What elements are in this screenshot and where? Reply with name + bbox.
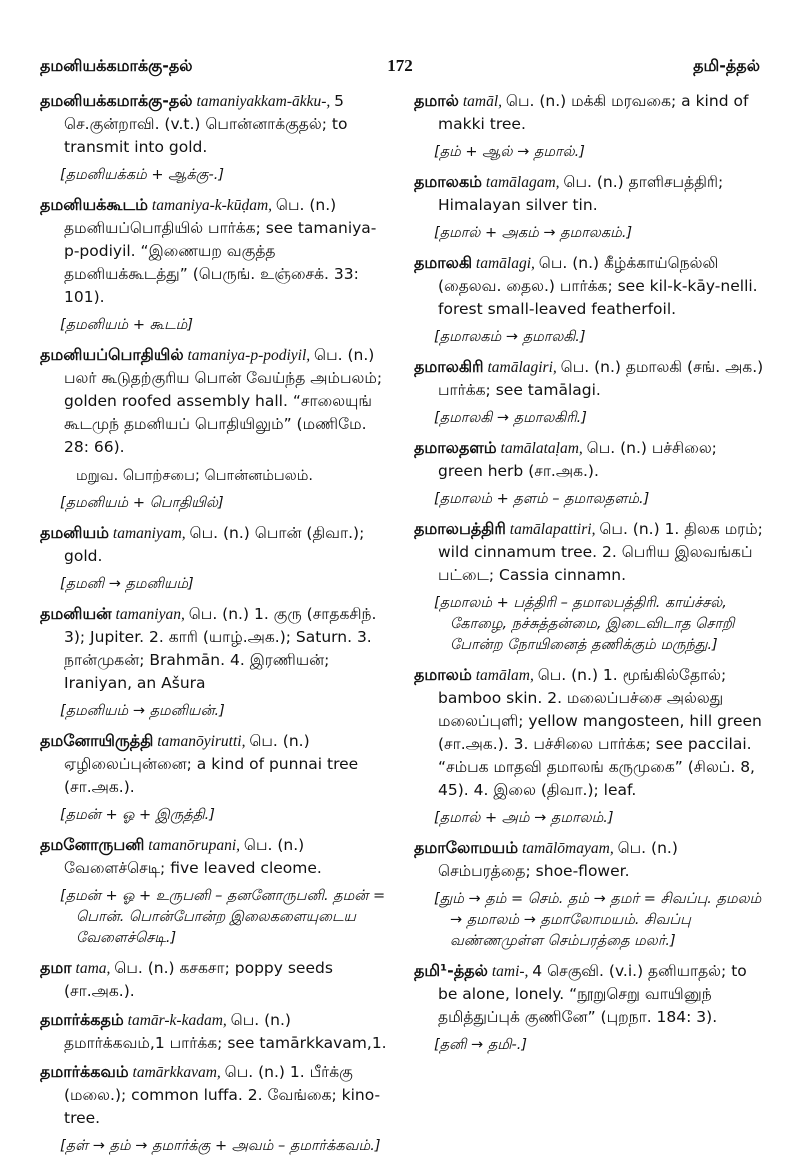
headword: தமி¹-த்தல் [414,961,488,980]
dictionary-entry [40,344,390,459]
headword: தமாலபத்திரி [414,519,506,538]
definition: பெ. (n.) கசகசா; poppy seeds (சா.அக.). [64,959,333,1000]
etymology: [தும் → தம் = செம். தம் → தமர் = சிவப்பு. தமலம் → தமாலம் → தமாலோமயம். சிவப்பு வண்ணமுள்ள செம்பரத்தை மலர்.] [434,891,762,949]
etymology: [தமன் + ஓ + உருபனி – தனனோருபனி. தமன் = பொன். பொன்போன்ற இலைகளையுடைய வேளைச்செடி.] [60,888,386,946]
etymology: [தமனியம் + கூடம்] [60,317,193,333]
definition: பெ. (n.) பலர் கூடுதற்குரிய பொன் வேய்ந்த அம்பலம்; golden roofed assembly hall. “சாலையுங் கூடமுந் தமனியப் பொதியிலும்” (மணிமே. 28: 66). [64,346,383,456]
running-head-right: தமி-த்தல் [693,56,760,75]
headword: தமனியக்கூடம் [40,195,149,214]
headword: தமார்க்கதம் [40,1010,124,1029]
definition: பெ. (n.) 1. திலக மரம்; wild cinnamum tree. 2. பெரிய இலவங்கப் பட்டை; Cassia cinnamn. [438,520,763,584]
definition: பெ. (n.) தமார்க்கவம்,1 பார்க்க; see tamārkkavam,1. [64,1011,387,1052]
etymology: [தமாலம் + பத்திரி – தமாலபத்திரி. காய்ச்சல், கோழை, நச்சுத்தன்மை, இடைவிடாத சொறி போன்ற நோயினைத் தணிக்கும் மருந்து.] [434,595,735,653]
definition: பெ. (n.) செம்பரத்தை; shoe-flower. [438,839,678,880]
headword: தமாலதளம் [414,438,497,457]
definition: பெ. (n.) தாளிசபத்திரி; Himalayan silver tin. [438,173,724,214]
dictionary-entry [40,603,390,695]
etymology: [தமாலகம் → தமாலகி.] [434,329,586,345]
headword: தமாலகி [414,253,473,272]
headword: தமனியப்பொதியில் [40,345,184,364]
definition: பெ. (n.) தமாலகி (சங். அக.) பார்க்க; see tamālagi. [438,358,764,399]
dictionary-entry [414,437,764,483]
transliteration: tamaniyam, [112,525,186,542]
definition: பெ. (n.) வேளைச்செடி; five leaved cleome. [64,836,322,877]
right-column [414,90,764,1064]
dictionary-entry [40,1061,390,1130]
etymology: [தமாலகி → தமாலகிரி.] [434,410,587,426]
headword: தமனியம் [40,523,110,542]
definition: 5 செ.குன்றாவி. (v.t.) பொன்னாக்குதல்; to transmit into gold. [64,92,348,156]
dictionary-entry [40,1009,390,1055]
transliteration: tamār-k-kadam, [127,1012,227,1029]
transliteration: tamaniyakkam-ākku-, [196,93,331,110]
headword: தமனியக்கமாக்கு-தல் [40,91,193,110]
dictionary-entry [40,730,390,799]
dictionary-entry [414,252,764,321]
headword: தமாலம் [414,665,472,684]
headword: தமார்க்கவம் [40,1062,129,1081]
dictionary-entry [414,518,764,587]
definition: பெ. (n.) 1. மூங்கில்தோல்; bamboo skin. 2. மலைப்பச்சை அல்லது மலைப்புளி; yellow mangosteen, hill green (சா.அக.). 3. பச்சிலை பார்க்க; see paccilai. “சம்பக மாதவி தமாலங் கருமுகை” (சிலப். 8, 45). 4. இலை (திவா.); leaf. [438,666,762,799]
running-head-left: தமனியக்கமாக்கு-தல் [40,56,193,75]
left-column [40,90,390,1165]
transliteration: tamālataḷam, [500,440,583,457]
headword: தமனோயிருத்தி [40,731,154,750]
transliteration: tamaniya-p-podiyil, [187,347,311,364]
definition: பெ. (n.) ஏழிலைப்புன்னை; a kind of punnai tree (சா.அக.). [64,732,359,796]
etymology: [தமாலம் + தளம் – தமாலதளம்.] [434,491,650,507]
dictionary-entry [414,960,764,1029]
transliteration: tamanōrupani, [148,837,240,854]
headword: தமா [40,958,72,977]
dictionary-entry [40,194,390,309]
definition: பெ. (n.) பொன் (திவா.); gold. [64,524,365,565]
definition: பெ. (n.) 1. பீர்க்கு (மலை.); common luffa. 2. வேங்கை; kino-tree. [64,1063,381,1127]
etymology: [தம் + ஆல் → தமால்.] [434,144,585,160]
etymology: [தமால் + அம் → தமாலம்.] [434,810,614,826]
etymology: [தமன் + ஓ + இருத்தி.] [60,807,215,823]
dictionary-entry [40,90,390,159]
dictionary-entry [414,664,764,802]
transliteration: tamanōyirutti, [157,733,246,750]
etymology: [தமனியக்கம் + ஆக்கு-.] [60,167,225,183]
dictionary-entry [40,522,390,568]
definition: பெ. (n.) 1. குரு (சாதகசிந். 3); Jupiter. 2. காரி (யாழ்.அக.); Saturn. 3. நான்முகன்; Brahmān. 4. இரணியன்; Iraniyan, an Ašura [64,605,377,692]
etymology: [தமனி → தமனியம்] [60,576,194,592]
transliteration: tami-, [491,963,529,980]
etymology: [தனி → தமி-.] [434,1037,528,1053]
dictionary-entry [40,957,390,1003]
dictionary-entry [40,834,390,880]
transliteration: tamālagi, [475,255,535,272]
headword: தமனியன் [40,604,112,623]
headword: தமால் [414,91,459,110]
headword: தமாலோமயம் [414,838,519,857]
page-header [40,56,760,80]
definition: 4 செகுவி. (v.i.) தனியாதல்; to be alone, lonely. “நூறுசெறு வாயினுந் தமித்துப்புக் குணினே” (புறநா. 184: 3). [438,962,747,1026]
synonym-note: மறுவ. பொற்சபை; பொன்னம்பலம். [76,468,313,484]
definition: பெ. (n.) தமனியப்பொதியில் பார்க்க; see tamaniya-p-podiyil. “இணையற வகுத்த தமனியக்கூடத்து” (பெருங். உஞ்சைக். 33: 101). [64,196,377,306]
transliteration: tamālam, [475,667,534,684]
definition: பெ. (n.) மக்கி மரவகை; a kind of makki tree. [438,92,749,133]
transliteration: tamaniyan, [115,606,185,623]
etymology: [தள் → தம் → தமார்க்கு + அவம் – தமார்க்கவம்.] [60,1138,381,1154]
dictionary-entry [414,356,764,402]
dictionary-entry [414,90,764,136]
headword: தமாலகிரி [414,357,484,376]
transliteration: tamāl, [462,93,502,110]
transliteration: tama, [75,960,111,977]
transliteration: tamālagiri, [487,359,557,376]
transliteration: tamālōmayam, [522,840,614,857]
transliteration: tamālagam, [485,174,560,191]
headword: தமனோருபனி [40,835,145,854]
transliteration: tamārkkavam, [132,1064,221,1081]
etymology: [தமால் + அகம் → தமாலகம்.] [434,225,633,241]
dictionary-entry [414,837,764,883]
etymology: [தமனியம் → தமனியன்.] [60,703,225,719]
page-number: 172 [387,56,413,75]
definition: பெ. (n.) பச்சிலை; green herb (சா.அக.). [438,439,717,480]
etymology: [தமனியம் + பொதியில்] [60,495,224,511]
dictionary-entry [414,171,764,217]
headword: தமாலகம் [414,172,483,191]
transliteration: tamaniya-k-kūḍam, [151,197,273,214]
transliteration: tamālapattiri, [509,521,596,538]
definition: பெ. (n.) கீழ்க்காய்நெல்லி (தைலவ. தைல.) பார்க்க; see kil-k-kāy-nelli. forest small-leaved featherfoil. [438,254,758,318]
